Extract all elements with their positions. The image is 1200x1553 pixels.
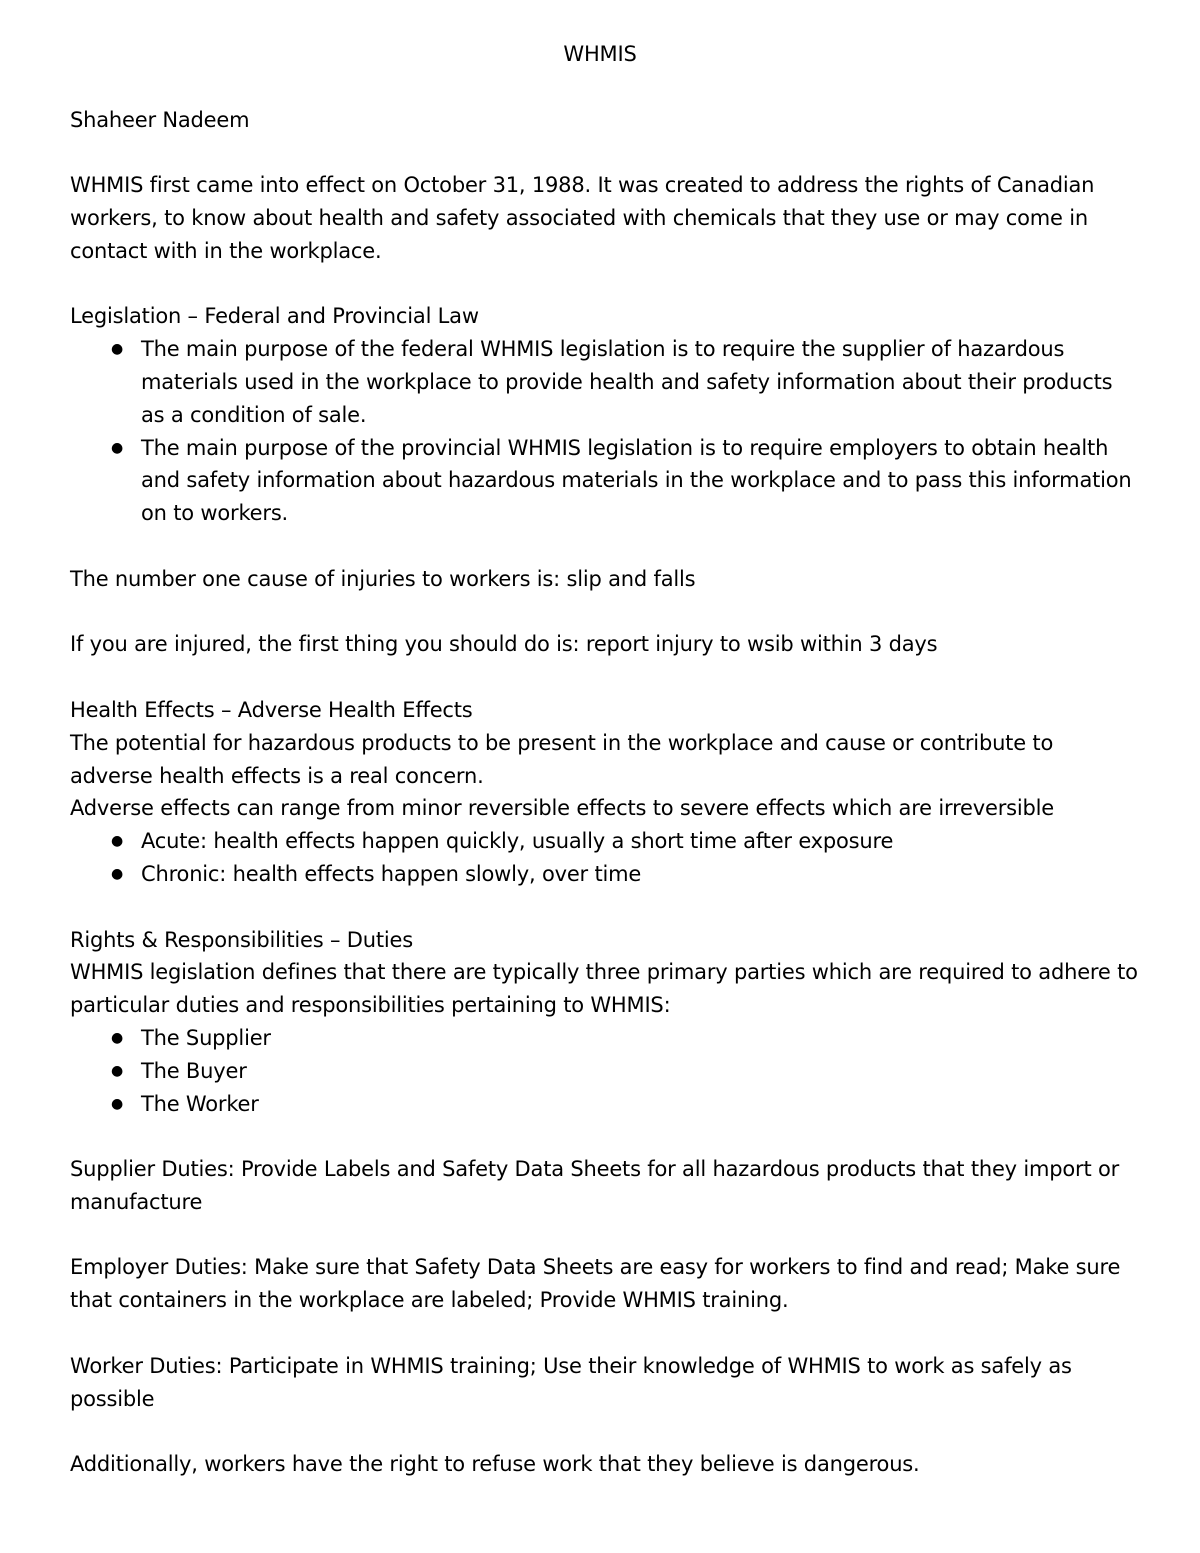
worker-duties: Worker Duties: Participate in WHMIS training; Use their knowledge of WHMIS to work as safely as possible [70,1353,1072,1411]
bullet-icon: ● [111,1062,124,1079]
bullet-icon: ● [111,833,124,850]
list-item: ● Acute: health effects happen quickly, usually a short time after exposure [70,825,1140,858]
bullet-icon: ● [111,439,124,456]
legislation-heading: Legislation – Federal and Provincial Law [70,304,479,329]
health-paragraph-2: Adverse effects can range from minor reversible effects to severe effects which are irreversible [70,796,1055,821]
rights-paragraph: WHMIS legislation defines that there are typically three primary parties which are required to adhere to particular duties and responsibilities pertaining to WHMIS: [70,960,1138,1018]
author-name: Shaheer Nadeem [70,107,250,132]
rights-heading: Rights & Responsibilities – Duties [70,927,413,952]
injury-cause-text: The number one cause of injuries to workers is: slip and falls [70,566,696,591]
bullet-icon: ● [111,865,124,882]
list-item: ● The Buyer [70,1055,1140,1088]
parties-list [70,1022,1140,1120]
list-item: ● The main purpose of the federal WHMIS legislation is to require the supplier of hazardous materials used in the workplace to provide health and safety information about their products as a condition of sale. [70,333,1140,431]
bullet-icon: ● [111,1029,124,1046]
list-item: ● The Worker [70,1088,1140,1121]
list-item: ● The Supplier [70,1022,1140,1055]
bullet-icon: ● [111,341,124,358]
page-title: WHMIS [563,42,637,66]
list-item: ● Chronic: health effects happen slowly, over time [70,858,1140,891]
health-heading: Health Effects – Adverse Health Effects [70,697,473,722]
employer-duties: Employer Duties: Make sure that Safety Data Sheets are easy for workers to find and read; Make sure that containers in the workplace are labeled; Provide WHMIS training. [70,1255,1121,1313]
health-paragraph-1: The potential for hazardous products to be present in the workplace and cause or contribute to adverse health effects is a real concern. [70,730,1054,788]
if-injured-text: If you are injured, the first thing you should do is: report injury to wsib within 3 days [70,632,938,657]
legislation-list [70,333,1140,530]
health-effects-list [70,825,1140,891]
intro-paragraph: WHMIS first came into effect on October 31, 1988. It was created to address the rights of Canadian workers, to know about health and safety associated with chemicals that they use or may come in contact with in the workplace. [70,173,1095,263]
document-page [70,38,1140,1481]
bullet-icon: ● [111,1095,124,1112]
list-item: ● The main purpose of the provincial WHMIS legislation is to require employers to obtain health and safety information about hazardous materials in the workplace and to pass this information on to workers. [70,432,1140,530]
additional-note: Additionally, workers have the right to refuse work that they believe is dangerous. [70,1452,920,1477]
supplier-duties: Supplier Duties: Provide Labels and Safety Data Sheets for all hazardous products that they import or manufacture [70,1157,1120,1214]
